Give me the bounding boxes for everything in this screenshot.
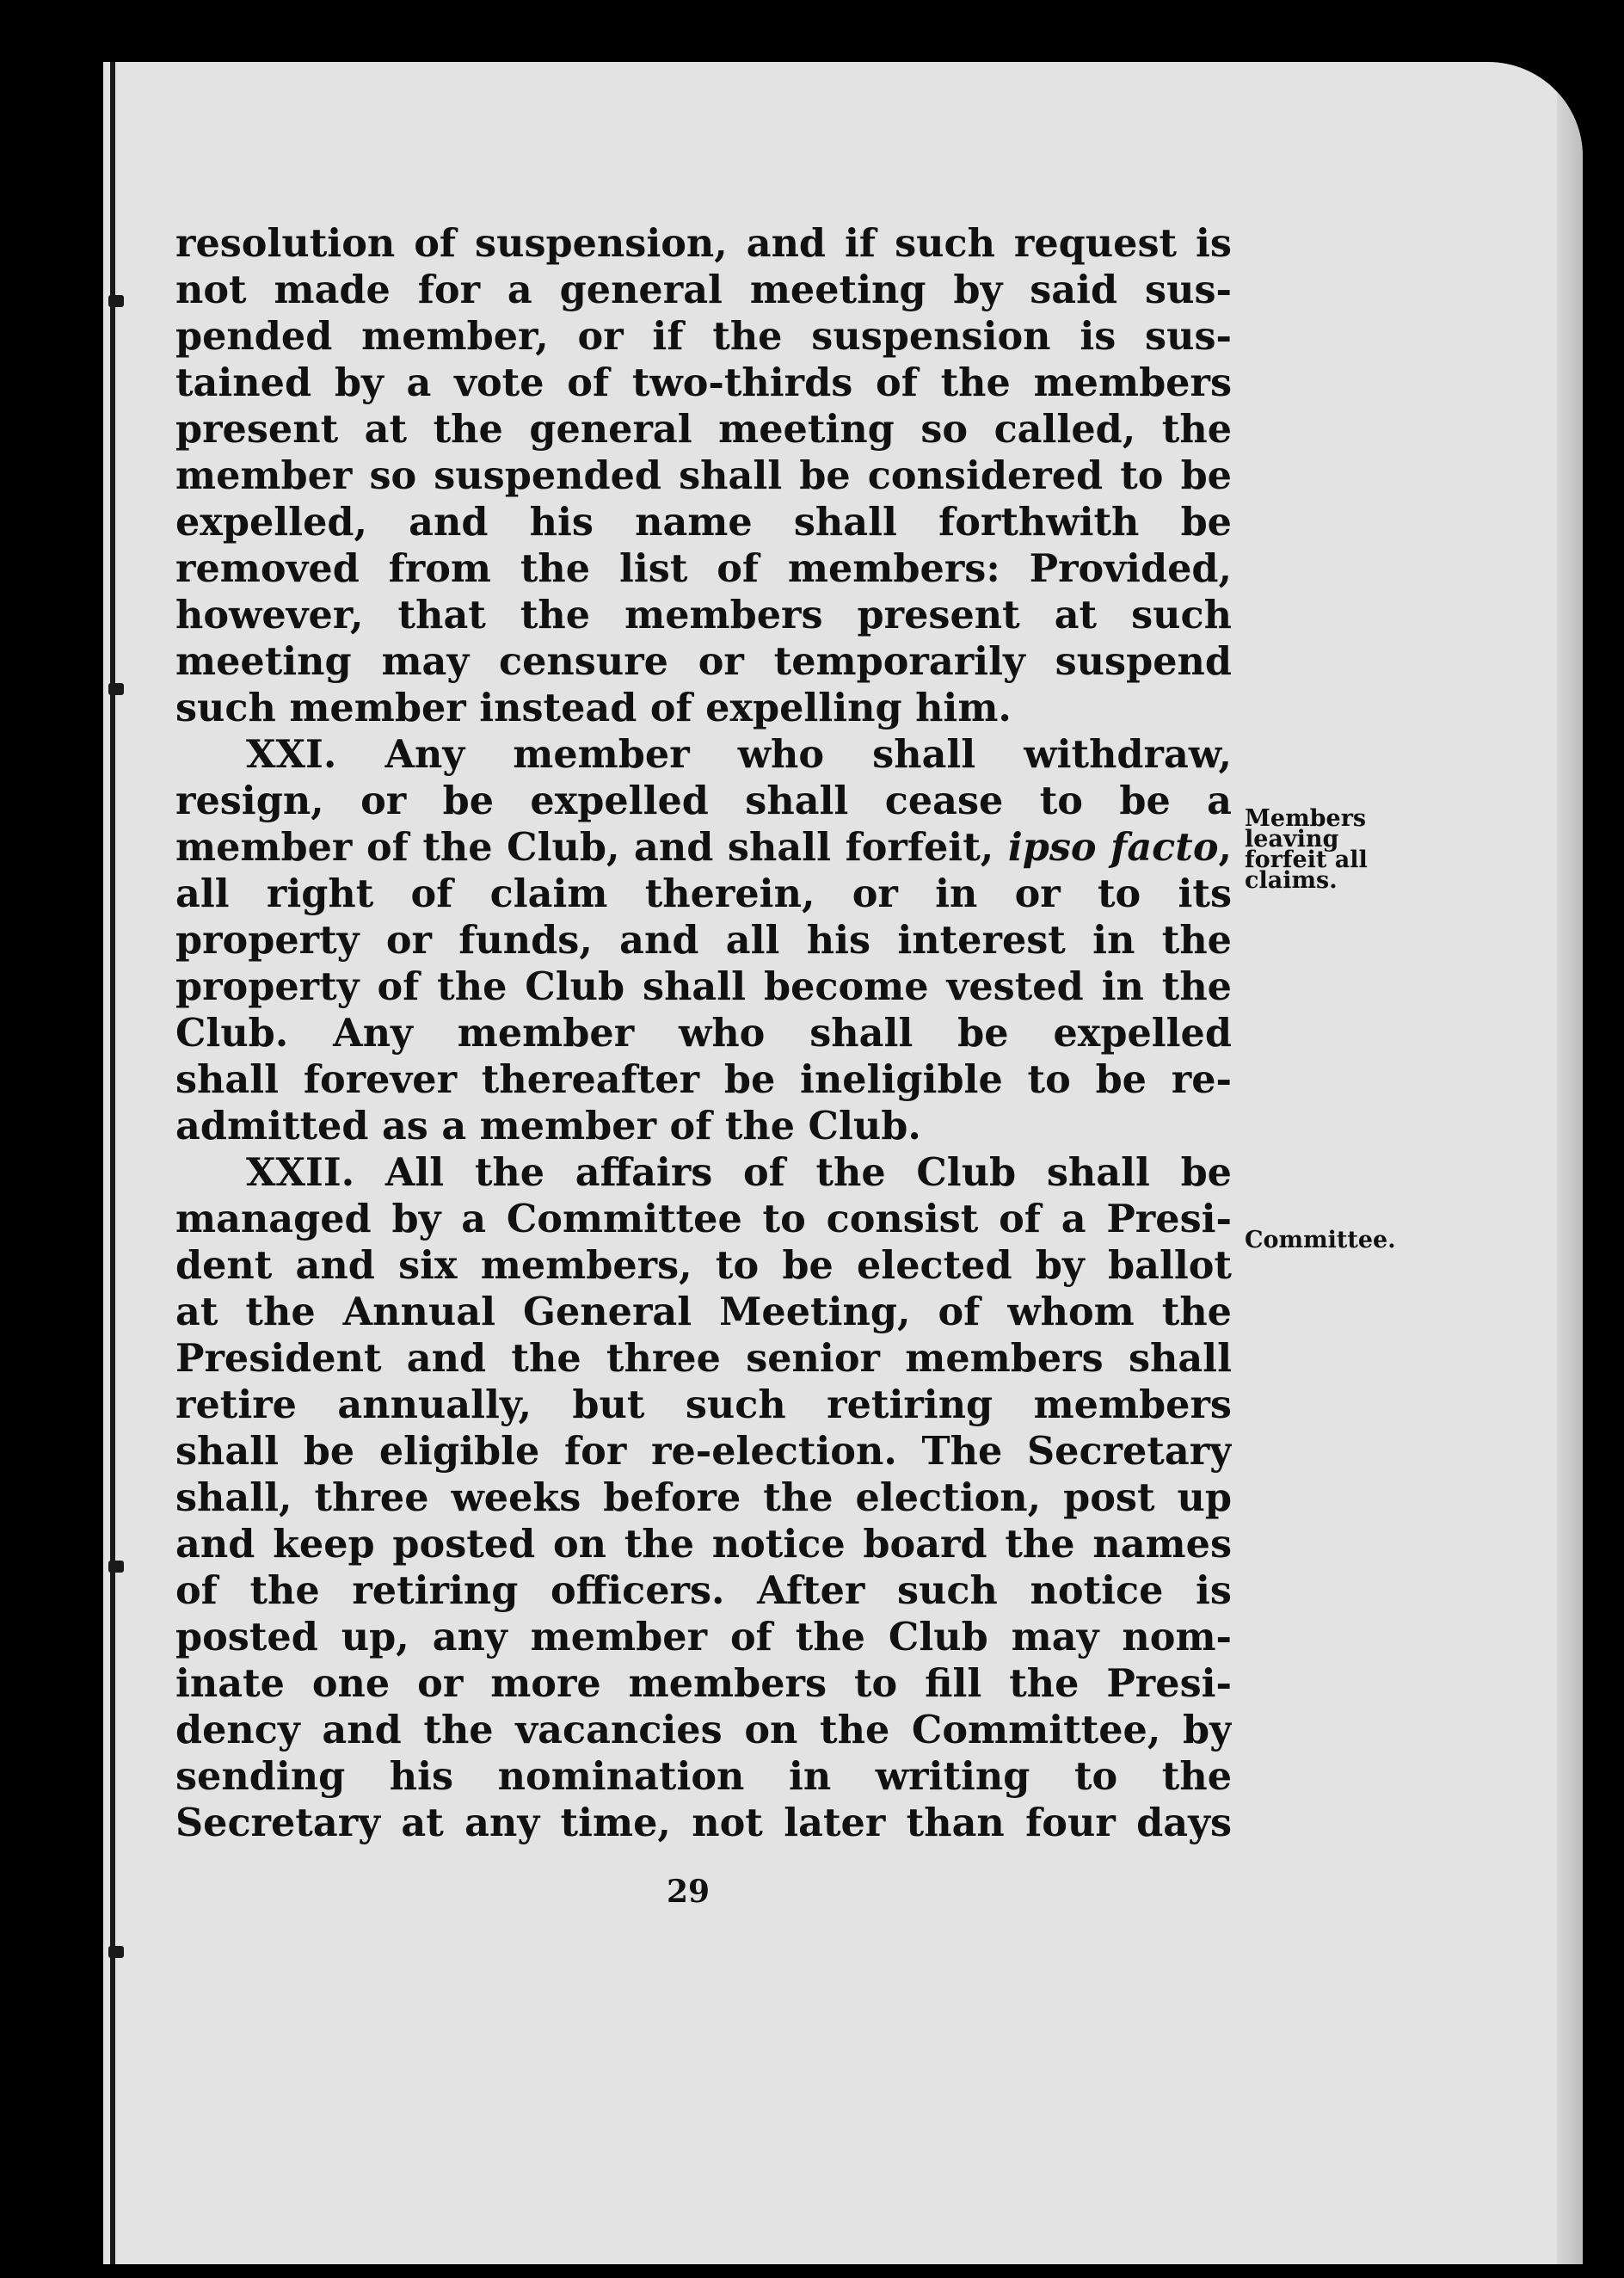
text-line <box>175 824 1232 871</box>
sidenote-line: leaving <box>1245 826 1339 853</box>
latin-phrase: ipso facto <box>1007 825 1219 870</box>
text-line: however, that the members present at such <box>175 593 1232 637</box>
text-line: shall forever thereafter be ineligible to be re- <box>175 1057 1232 1102</box>
binding-stitch-mark <box>108 1946 124 1958</box>
text-line: present at the general meeting so called, the <box>175 407 1232 452</box>
text-line: Club. Any member who shall be expelled <box>175 1011 1232 1056</box>
text-fragment: , <box>1218 825 1232 870</box>
text-fragment: member of the Club, and shall forfeit, <box>175 825 1008 870</box>
sidenote-line: claims. <box>1245 867 1338 894</box>
binding-stitch-mark <box>108 1561 124 1573</box>
text-line: President and the three senior members shall <box>175 1336 1232 1381</box>
sidenote-line: Committee. <box>1245 1227 1396 1253</box>
sidenote-line: forfeit all <box>1245 847 1368 873</box>
text-line: and keep posted on the notice board the names <box>175 1522 1232 1567</box>
paragraph-suspension-continued <box>175 220 1232 731</box>
binding-stitch-mark <box>108 683 124 695</box>
text-line: property or funds, and all his interest in the <box>175 918 1232 963</box>
text-line: resolution of suspension, and if such request is <box>175 221 1232 266</box>
binding-spine <box>110 62 115 2264</box>
body-text <box>175 220 1232 1846</box>
binding-stitch-mark <box>108 295 124 307</box>
text-line: shall be eligible for re-election. The Secretary <box>175 1429 1232 1474</box>
text-line: managed by a Committee to consist of a Presi- <box>175 1197 1232 1241</box>
sidenote-line: Members <box>1245 805 1367 832</box>
text-line: sending his nomination in writing to the <box>175 1754 1232 1799</box>
text-line: retire annually, but such retiring members <box>175 1382 1232 1427</box>
text-line: posted up, any member of the Club may nom- <box>175 1615 1232 1659</box>
text-line: dent and six members, to be elected by ballot <box>175 1243 1232 1288</box>
paragraph-xxii <box>175 1149 1232 1846</box>
text-line: such member instead of expelling him. <box>175 686 1012 730</box>
text-line: shall, three weeks before the election, post up <box>175 1475 1232 1520</box>
text-line: tained by a vote of two-thirds of the members <box>175 360 1232 405</box>
text-line: property of the Club shall become vested in the <box>175 964 1232 1009</box>
text-line: inate one or more members to fill the Presi- <box>175 1661 1232 1706</box>
paragraph-xxi <box>175 731 1232 1149</box>
text-line: meeting may censure or temporarily suspend <box>175 639 1232 684</box>
text-line: resign, or be expelled shall cease to be a <box>175 779 1232 823</box>
sidenote-members-leaving <box>1245 805 1417 894</box>
text-line: removed from the list of members: Provided, <box>175 546 1232 591</box>
text-line: admitted as a member of the Club. <box>175 1104 921 1148</box>
text-line: dency and the vacancies on the Committee, by <box>175 1708 1232 1752</box>
text-line: XXII. All the affairs of the Club shall be <box>246 1150 1232 1195</box>
text-line: member so suspended shall be considered to be <box>175 453 1232 498</box>
text-line: not made for a general meeting by said sus- <box>175 268 1232 312</box>
text-line: at the Annual General Meeting, of whom the <box>175 1290 1232 1334</box>
sidenote-committee <box>1245 1227 1434 1253</box>
text-line: pended member, or if the suspension is sus- <box>175 314 1232 359</box>
text-line: Secretary at any time, not later than four days <box>175 1801 1232 1845</box>
text-line: XXI. Any member who shall withdraw, <box>246 732 1232 777</box>
page-number: 29 <box>666 1874 710 1910</box>
page-edge-shadow <box>1557 62 1583 2264</box>
text-line: of the retiring officers. After such notice is <box>175 1568 1232 1613</box>
text-line: expelled, and his name shall forthwith be <box>175 500 1232 545</box>
text-line: all right of claim therein, or in or to its <box>175 871 1232 916</box>
